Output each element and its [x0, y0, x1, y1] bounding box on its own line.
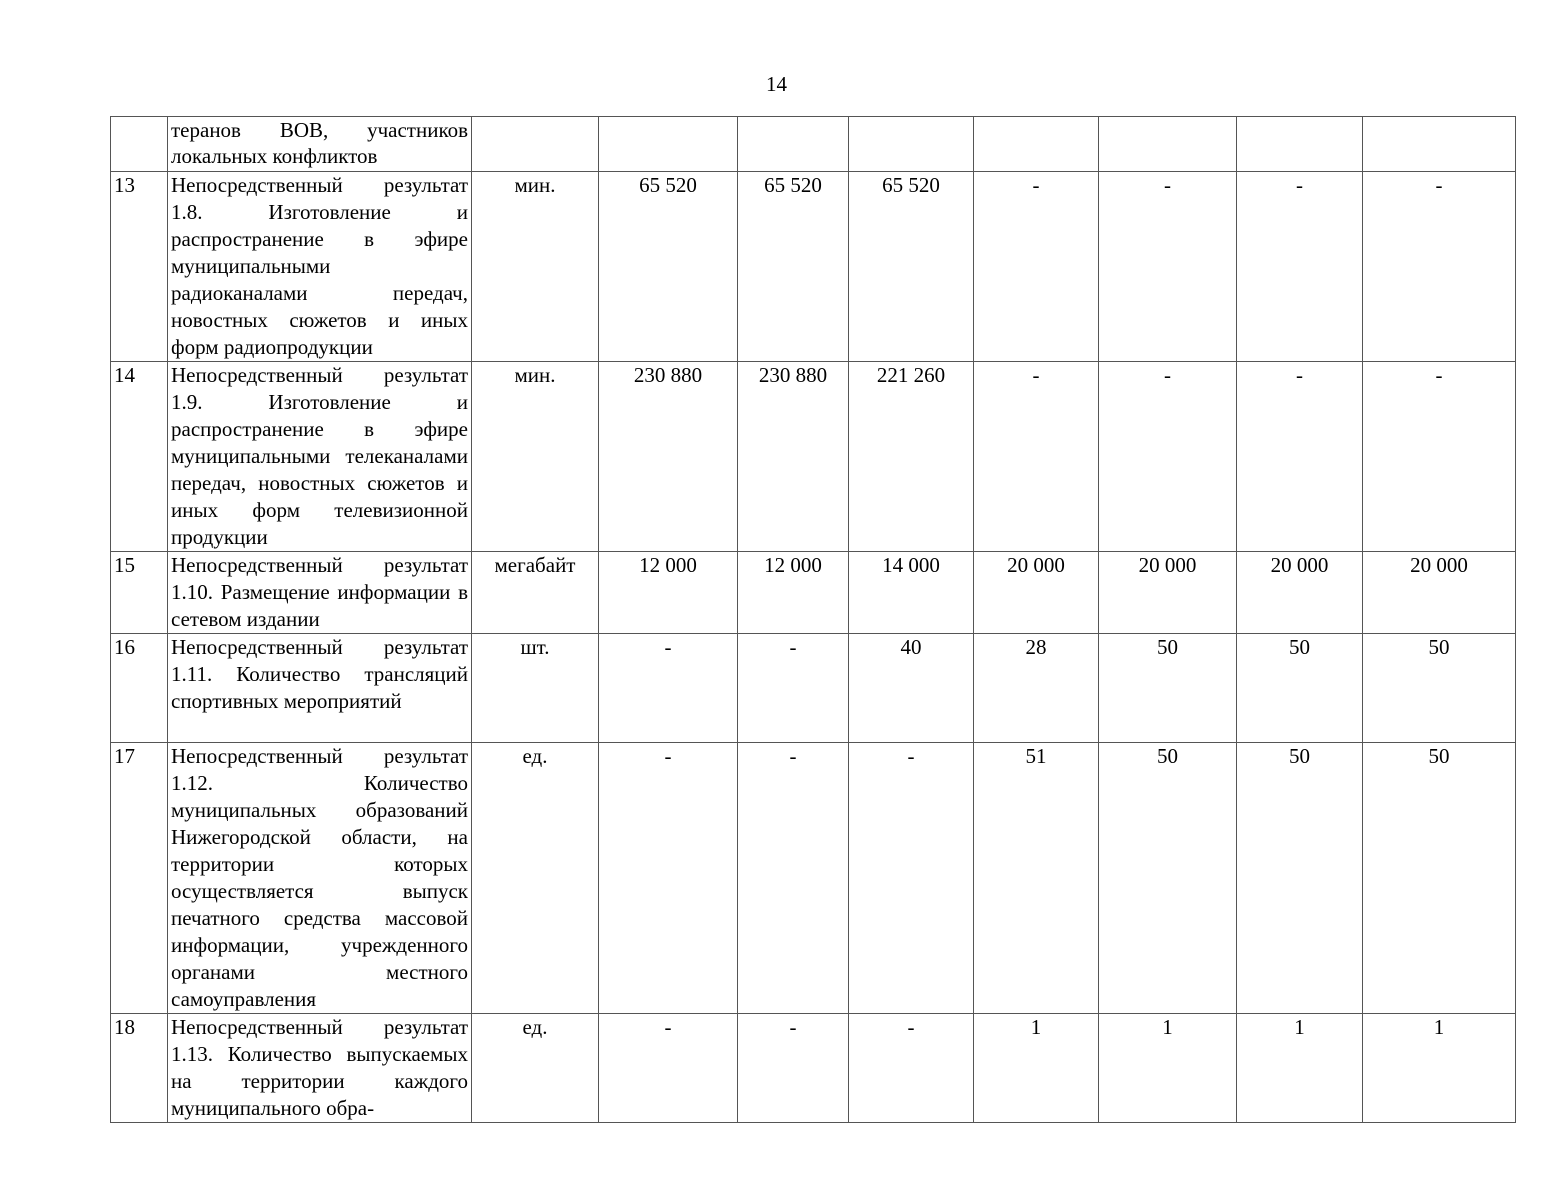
- row-number-cell: 16: [111, 634, 168, 743]
- indicator-name-cell: Непосредственный результат 1.9. Изготовление и распространение в эфире муниципальными телеканалами передач, новостных сюжетов и иных форм телевизионной продукции: [168, 362, 472, 552]
- value-cell: 50: [1099, 634, 1237, 743]
- value-cell: -: [1363, 172, 1516, 362]
- value-cell: -: [599, 743, 738, 1014]
- value-cell: 65 520: [738, 172, 849, 362]
- value-cell: 20 000: [1363, 552, 1516, 634]
- value-cell: [1099, 117, 1237, 172]
- indicator-name-cell: Непосредственный результат 1.11. Количество трансляций спортивных мероприятий: [168, 634, 472, 743]
- value-cell: 50: [1237, 634, 1363, 743]
- value-cell: 50: [1099, 743, 1237, 1014]
- value-cell: -: [599, 1014, 738, 1123]
- value-cell: 1: [1363, 1014, 1516, 1123]
- value-cell: 12 000: [599, 552, 738, 634]
- value-cell: 1: [1099, 1014, 1237, 1123]
- value-cell: -: [1099, 362, 1237, 552]
- table-row: [111, 1014, 1516, 1123]
- value-cell: -: [974, 172, 1099, 362]
- value-cell: -: [599, 634, 738, 743]
- unit-cell: мин.: [472, 172, 599, 362]
- value-cell: 20 000: [974, 552, 1099, 634]
- value-cell: -: [849, 1014, 974, 1123]
- value-cell: [849, 117, 974, 172]
- value-cell: 40: [849, 634, 974, 743]
- value-cell: 20 000: [1237, 552, 1363, 634]
- value-cell: -: [1237, 172, 1363, 362]
- value-cell: [1237, 117, 1363, 172]
- unit-cell: мегабайт: [472, 552, 599, 634]
- value-cell: -: [738, 1014, 849, 1123]
- value-cell: 65 520: [599, 172, 738, 362]
- value-cell: 14 000: [849, 552, 974, 634]
- value-cell: 50: [1363, 634, 1516, 743]
- row-number-cell: 17: [111, 743, 168, 1014]
- value-cell: -: [849, 743, 974, 1014]
- table-body: [111, 117, 1516, 1123]
- table-row: [111, 172, 1516, 362]
- value-cell: -: [1363, 362, 1516, 552]
- indicator-name-cell: Непосредственный результат 1.13. Количество выпускаемых на территории каждого муниципального обра-: [168, 1014, 472, 1123]
- indicator-name-cell: Непосредственный результат 1.10. Размещение информации в сетевом издании: [168, 552, 472, 634]
- unit-cell: ед.: [472, 743, 599, 1014]
- row-number-cell: 14: [111, 362, 168, 552]
- value-cell: -: [974, 362, 1099, 552]
- row-number-cell: [111, 117, 168, 172]
- value-cell: 28: [974, 634, 1099, 743]
- table-row: [111, 362, 1516, 552]
- value-cell: -: [1237, 362, 1363, 552]
- value-cell: 50: [1237, 743, 1363, 1014]
- value-cell: -: [738, 743, 849, 1014]
- value-cell: 12 000: [738, 552, 849, 634]
- value-cell: -: [1099, 172, 1237, 362]
- row-number-cell: 15: [111, 552, 168, 634]
- indicator-name-cell: Непосредственный результат 1.8. Изготовление и распространение в эфире муниципальными радиоканалами передач, новостных сюжетов и иных форм радиопродукции: [168, 172, 472, 362]
- table-row: [111, 743, 1516, 1014]
- indicator-name-cell: теранов ВОВ, участников локальных конфликтов: [168, 117, 472, 172]
- indicators-table: [110, 116, 1516, 1123]
- value-cell: [599, 117, 738, 172]
- row-number-cell: 13: [111, 172, 168, 362]
- value-cell: -: [738, 634, 849, 743]
- indicator-name-cell: Непосредственный результат 1.12. Количество муниципальных образований Нижегородской области, на территории которых осуществляется выпуск печатного средства массовой информации, учрежденного органами местного самоуправления: [168, 743, 472, 1014]
- value-cell: [1363, 117, 1516, 172]
- unit-cell: шт.: [472, 634, 599, 743]
- value-cell: [738, 117, 849, 172]
- value-cell: 230 880: [599, 362, 738, 552]
- table-row: [111, 117, 1516, 172]
- value-cell: 221 260: [849, 362, 974, 552]
- row-number-cell: 18: [111, 1014, 168, 1123]
- unit-cell: мин.: [472, 362, 599, 552]
- value-cell: 1: [974, 1014, 1099, 1123]
- table-row: [111, 634, 1516, 743]
- value-cell: 1: [1237, 1014, 1363, 1123]
- value-cell: 230 880: [738, 362, 849, 552]
- value-cell: 65 520: [849, 172, 974, 362]
- value-cell: 51: [974, 743, 1099, 1014]
- value-cell: [974, 117, 1099, 172]
- table-row: [111, 552, 1516, 634]
- unit-cell: [472, 117, 599, 172]
- value-cell: 20 000: [1099, 552, 1237, 634]
- value-cell: 50: [1363, 743, 1516, 1014]
- page-number: 14: [766, 72, 787, 96]
- unit-cell: ед.: [472, 1014, 599, 1123]
